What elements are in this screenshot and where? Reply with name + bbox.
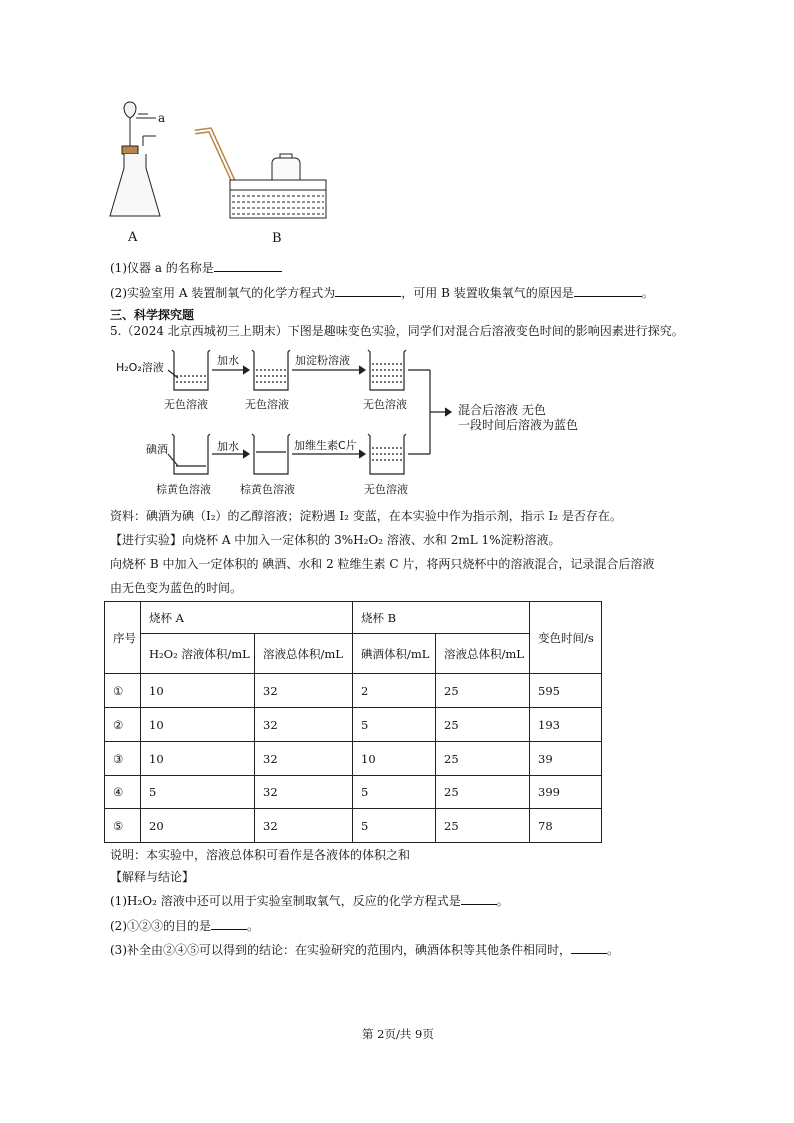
flow-result-line1: 混合后溶液 无色 <box>458 403 546 417</box>
flow-step-add-water-2: 加水 <box>217 440 239 453</box>
flow-caption-r1c1: 无色溶液 <box>164 398 208 411</box>
table-cell: 25 <box>436 742 530 776</box>
info-material: 资料：碘酒为碘（I₂）的乙醇溶液；淀粉遇 I₂ 变蓝，在本实验中作为指示剂，指示 I₂ 是否存在。 <box>110 509 622 523</box>
table-cell: ① <box>105 674 141 708</box>
flow-reagent-h2o2: H₂O₂溶液 <box>116 361 164 374</box>
section-heading: 三、科学探究题 <box>110 308 195 322</box>
beaker-row1-3 <box>368 350 406 390</box>
table-cell: 10 <box>141 708 255 742</box>
info-experiment-line2: 向烧杯 B 中加入一定体积的 碘酒、水和 2 粒维生素 C 片，将两只烧杯中的溶液混合，记录混合后溶液 <box>110 557 655 571</box>
table-cell: 25 <box>436 674 530 708</box>
flow-result-line2: 一段时间后溶液为蓝色 <box>458 418 579 432</box>
question-2-end: 。 <box>641 286 654 300</box>
apparatus-b-label: B <box>272 231 282 246</box>
answer-blank[interactable] <box>461 892 497 905</box>
flow-step-add-starch: 加淀粉溶液 <box>295 354 350 367</box>
conclusion-q1 <box>110 892 509 909</box>
table-cell: ② <box>105 708 141 742</box>
question-2-text-b: ，可用 B 装置收集氧气的原因是 <box>401 286 574 300</box>
table-cell: 10 <box>141 742 255 776</box>
conclusion-q3-end: 。 <box>607 943 620 957</box>
subheader: H₂O₂ 溶液体积/mL <box>141 634 255 674</box>
apparatus-a-label: A <box>128 230 138 245</box>
header-beaker-a: 烧杯 A <box>141 602 353 634</box>
header-beaker-b: 烧杯 B <box>353 602 530 634</box>
table-cell: 10 <box>141 674 255 708</box>
question-1 <box>110 259 282 276</box>
question-2-text-a: (2)实验室用 A 装置制氧气的化学方程式为 <box>110 286 336 300</box>
experiment-table <box>104 601 602 843</box>
apparatus-figure <box>100 96 330 226</box>
conclusion-q1-text: (1)H₂O₂ 溶液中还可以用于实验室制取氧气，反应的化学方程式是 <box>110 894 461 908</box>
table-cell: 32 <box>255 809 353 843</box>
answer-blank[interactable] <box>211 917 247 930</box>
conclusion-q2-text: (2)①②③的目的是 <box>110 919 211 933</box>
table-cell: 2 <box>353 674 436 708</box>
table-cell: ③ <box>105 742 141 776</box>
beaker-row1-2 <box>252 350 290 390</box>
answer-blank[interactable] <box>214 259 282 272</box>
table-cell: 25 <box>436 708 530 742</box>
apparatus-b-trough <box>195 130 326 218</box>
table-row <box>105 742 602 776</box>
table-cell: 20 <box>141 809 255 843</box>
table-cell: 78 <box>530 809 602 843</box>
beaker-row2-2 <box>252 434 290 474</box>
subheader: 碘酒体积/mL <box>353 634 436 674</box>
table-row <box>105 708 602 742</box>
table-cell: 193 <box>530 708 602 742</box>
table-cell: 10 <box>353 742 436 776</box>
table-cell: ⑤ <box>105 809 141 843</box>
header-time: 变色时间/s <box>530 602 602 674</box>
answer-blank[interactable] <box>574 284 642 297</box>
table-row <box>105 674 602 708</box>
flow-caption-r2c3: 无色溶液 <box>364 483 408 496</box>
table-cell: 32 <box>255 708 353 742</box>
question-1-text: (1)仪器 a 的名称是 <box>110 261 214 275</box>
table-row <box>105 809 602 843</box>
table-cell: 25 <box>436 776 530 809</box>
conclusion-q1-end: 。 <box>496 894 509 908</box>
page-footer: 第 2页/共 9页 <box>362 1027 434 1041</box>
conclusion-heading: 【解释与结论】 <box>110 870 195 884</box>
flow-caption-r2c1: 棕黄色溶液 <box>156 483 211 496</box>
info-experiment-line3: 由无色变为蓝色的时间。 <box>110 581 243 595</box>
beaker-row2-3 <box>368 434 406 474</box>
table-cell: 5 <box>353 708 436 742</box>
table-cell: 39 <box>530 742 602 776</box>
table-cell: 5 <box>353 776 436 809</box>
beaker-row2-1 <box>172 434 210 474</box>
table-cell: 399 <box>530 776 602 809</box>
beaker-row1-1 <box>172 350 210 390</box>
table-note: 说明：本实验中，溶液总体积可看作是各液体的体积之和 <box>110 848 411 862</box>
subheader: 溶液总体积/mL <box>436 634 530 674</box>
table-cell: 32 <box>255 674 353 708</box>
merge-bracket <box>408 370 451 454</box>
subheader: 溶液总体积/mL <box>255 634 353 674</box>
header-index: 序号 <box>105 602 141 674</box>
table-cell: 5 <box>141 776 255 809</box>
answer-blank[interactable] <box>571 941 607 954</box>
flow-step-add-vitc: 加维生素C片 <box>294 439 357 452</box>
table-cell: 32 <box>255 776 353 809</box>
conclusion-q3 <box>110 941 619 958</box>
flow-step-add-water-1: 加水 <box>217 354 239 367</box>
table-cell: ④ <box>105 776 141 809</box>
table-cell: 32 <box>255 742 353 776</box>
conclusion-q3-text: (3)补全由②④⑤可以得到的结论：在实验研究的范围内，碘酒体积等其他条件相同时， <box>110 943 572 957</box>
flow-reagent-iodine: 碘酒 <box>146 443 168 456</box>
problem-5-intro: 5.（2024 北京西城初三上期末）下图是趣味变色实验，同学们对混合后溶液变色时间的影响因素进行探究。 <box>110 324 684 338</box>
table-cell: 595 <box>530 674 602 708</box>
conclusion-q2-end: 。 <box>247 919 260 933</box>
table-row <box>105 776 602 809</box>
flow-caption-r2c2: 棕黄色溶液 <box>240 483 295 496</box>
question-2 <box>110 284 654 301</box>
apparatus-a-pointer-label: a <box>158 111 166 125</box>
apparatus-a-flask <box>110 102 160 216</box>
answer-blank[interactable] <box>335 284 401 297</box>
conclusion-q2 <box>110 917 259 934</box>
table-cell: 5 <box>353 809 436 843</box>
info-experiment-line1: 【进行实验】向烧杯 A 中加入一定体积的 3%H₂O₂ 溶液、水和 2mL 1%淀粉溶液。 <box>110 533 561 547</box>
table-cell: 25 <box>436 809 530 843</box>
flow-caption-r1c3: 无色溶液 <box>363 398 407 411</box>
flow-caption-r1c2: 无色溶液 <box>245 398 289 411</box>
